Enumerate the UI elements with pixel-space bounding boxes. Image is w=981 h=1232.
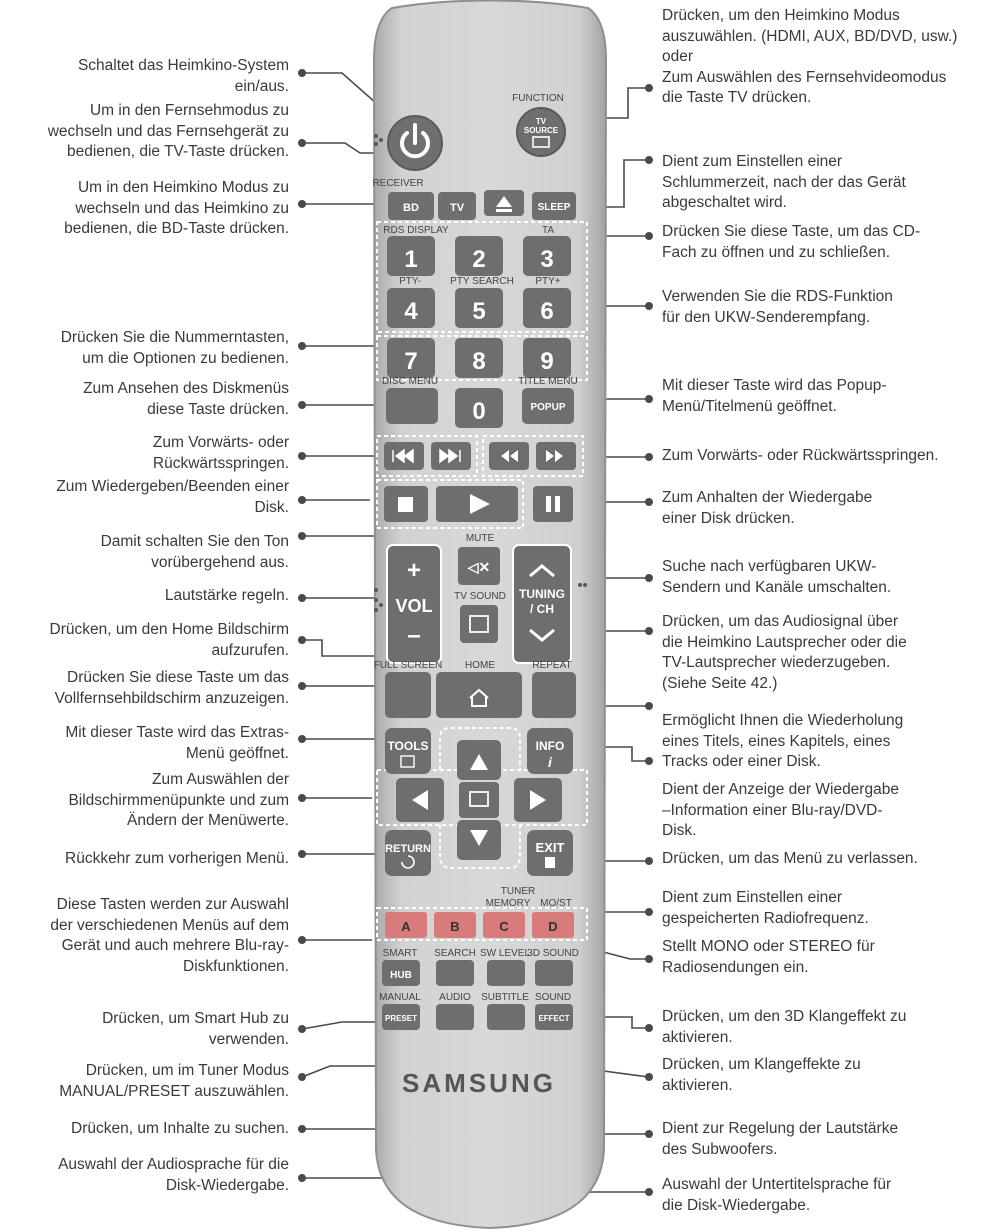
note-color-keys: Diese Tasten werden zur Auswahl der verschiedenen Menüs auf dem Gerät und auch mehrere Blu-ray- Diskfunktionen. <box>50 896 289 975</box>
sleep-button[interactable] <box>532 192 576 220</box>
sleep-label: SLEEP <box>537 202 571 213</box>
note-smart-hub: Drücken, um Smart Hub zu verwenden. <box>102 1010 289 1048</box>
note-sw-level: Dient zur Regelung der Lautstärke des Subwoofers. <box>662 1120 899 1158</box>
mute-button[interactable] <box>458 547 500 585</box>
note-mo-st: Stellt MONO oder STEREO für Radiosendungen ein. <box>662 938 875 976</box>
manual-label: MANUAL <box>379 992 421 1003</box>
note-search: Drücken, um Inhalte zu suchen. <box>71 1120 289 1137</box>
sw-level-label: SW LEVEL <box>479 948 531 959</box>
tools-label: TOOLS <box>387 739 429 753</box>
color-key-b[interactable] <box>434 912 476 938</box>
note-eject: Drücken Sie diese Taste, um das CD- Fach zu öffnen und zu schließen. <box>662 223 921 261</box>
note-function: Drücken, um den Heimkino Modus auszuwählen. (HDMI, AUX, BD/DVD, usw.) oder Zum Auswählen des Fernsehvideomodus die Taste TV drücken. <box>662 7 958 106</box>
sw-level-button[interactable] <box>487 960 525 986</box>
tools-button[interactable] <box>385 728 431 774</box>
title-menu-label: TITLE MENU <box>518 376 578 387</box>
eject-button[interactable] <box>484 190 524 216</box>
hub-label: HUB <box>390 970 412 981</box>
svg-text:6: 6 <box>540 298 554 325</box>
mute-icon: ◁✕ <box>467 559 491 575</box>
audio-label: AUDIO <box>439 992 471 1003</box>
3d-sound-button[interactable] <box>535 960 573 986</box>
info-icon: i <box>548 754 552 770</box>
note-tools: Mit dieser Taste wird das Extras- Menü geöffnet. <box>65 724 289 762</box>
note-rds: Verwenden Sie die RDS-Funktion für den UKW-Senderempfang. <box>662 288 893 326</box>
note-return: Rückkehr zum vorherigen Menü. <box>65 850 289 867</box>
rewind-button[interactable] <box>489 442 529 470</box>
svg-text:4: 4 <box>404 298 418 325</box>
note-volume: Lautstärke regeln. <box>164 587 289 604</box>
subtitle-button[interactable] <box>487 1004 525 1030</box>
color-key-c[interactable] <box>483 912 525 938</box>
digit-key-5[interactable] <box>455 288 503 328</box>
smart-label: SMART <box>382 948 418 959</box>
svg-text:1: 1 <box>404 246 418 273</box>
svg-text:B: B <box>450 919 460 934</box>
rds-display-label: RDS DISPLAY <box>383 225 449 236</box>
digit-key-6[interactable] <box>523 288 571 328</box>
svg-text:TUNING: TUNING <box>519 587 565 601</box>
home-label: HOME <box>465 660 495 671</box>
preset-label: PRESET <box>384 1014 418 1023</box>
audio-button[interactable] <box>436 1004 474 1030</box>
digit-key-1[interactable] <box>387 236 435 276</box>
subtitle-label: SUBTITLE <box>481 992 529 1003</box>
nav-left-button[interactable] <box>396 778 444 822</box>
note-tv-mode: Um in den Fernsehmodus zu wechseln und das Fernsehgerät zu bedienen, die TV-Taste drücken. <box>47 102 289 160</box>
tv-source-button[interactable] <box>517 108 565 156</box>
return-button[interactable] <box>385 830 431 876</box>
nav-enter-button[interactable] <box>459 782 499 818</box>
skip-back-button[interactable] <box>384 442 424 470</box>
disc-menu-label: DISC MENU <box>381 376 439 387</box>
pause-button[interactable] <box>533 486 573 522</box>
info-label: INFO <box>535 739 565 753</box>
mute-label: MUTE <box>465 533 495 544</box>
hub-button[interactable] <box>382 960 420 986</box>
pty-plus-label: PTY+ <box>535 276 561 287</box>
function-label: FUNCTION <box>512 93 564 104</box>
svg-text:D: D <box>548 919 558 934</box>
svg-text:7: 7 <box>404 348 418 375</box>
receiver-label: RECEIVER <box>372 178 424 189</box>
digit-key-0[interactable] <box>455 388 503 428</box>
svg-text:/ CH: / CH <box>530 602 554 616</box>
note-tuning: Suche nach verfügbaren UKW- Sendern und Kanäle umschalten. <box>662 558 892 596</box>
digit-key-9[interactable] <box>523 338 571 378</box>
ta-label: TA <box>541 225 555 236</box>
note-bd-mode: Um in den Heimkino Modus zu wechseln und das Heimkino zu bedienen, die BD-Taste drücken. <box>64 179 289 237</box>
note-number-keys: Drücken Sie die Nummerntasten, um die Optionen zu bedienen. <box>60 329 289 367</box>
note-mute: Damit schalten Sie den Ton vorübergehend aus. <box>100 533 289 571</box>
brand-logo: SAMSUNG <box>402 1068 556 1098</box>
digit-key-3[interactable] <box>523 236 571 276</box>
tv-label: TV <box>449 202 465 214</box>
note-popup: Mit dieser Taste wird das Popup- Menü/Titelmenü geöffnet. <box>662 377 887 415</box>
color-key-d[interactable] <box>532 912 574 938</box>
svg-text:3: 3 <box>540 246 554 273</box>
popup-label: POPUP <box>530 402 566 413</box>
stop-icon <box>398 497 413 512</box>
note-exit: Drücken, um das Menü zu verlassen. <box>662 850 918 867</box>
svg-text:A: A <box>401 919 411 934</box>
note-effect: Drücken, um Klangeffekte zu aktivieren. <box>662 1056 861 1094</box>
svg-text:SOURCE: SOURCE <box>523 126 559 135</box>
note-skip-right: Zum Vorwärts- oder Rückwärtsspringen. <box>662 447 939 464</box>
color-key-a[interactable] <box>385 912 427 938</box>
svg-text:5: 5 <box>472 298 486 325</box>
svg-text:TV: TV <box>535 117 547 126</box>
digit-key-2[interactable] <box>455 236 503 276</box>
svg-text:–: – <box>407 622 421 649</box>
note-subtitle: Auswahl der Untertitelsprache für die Disk-Wiedergabe. <box>662 1176 892 1214</box>
tuner-label: TUNER <box>500 886 536 897</box>
note-full-screen: Drücken Sie diese Taste um das Vollfernsehbildschirm anzuzeigen. <box>54 669 289 707</box>
note-play-stop: Zum Wiedergeben/Beenden einer Disk. <box>56 478 289 516</box>
note-tuner-memory: Dient zum Einstellen einer gespeicherten Radiofrequenz. <box>662 889 869 927</box>
tuner-memory-label: MEMORY <box>485 898 531 909</box>
tv-button[interactable] <box>438 192 476 220</box>
note-power: Schaltet das Heimkino-System ein/aus. <box>77 57 289 95</box>
search-label: SEARCH <box>434 948 476 959</box>
svg-text:2: 2 <box>472 246 486 273</box>
effect-button[interactable] <box>535 1004 573 1030</box>
effect-label: EFFECT <box>538 1014 570 1023</box>
svg-text:C: C <box>499 919 509 934</box>
note-preset: Drücken, um im Tuner Modus MANUAL/PRESET auszuwählen. <box>59 1062 289 1100</box>
note-skip-left: Zum Vorwärts- oder Rückwärtsspringen. <box>152 434 289 472</box>
pty-minus-label: PTY- <box>399 276 421 287</box>
nav-down-button[interactable] <box>457 820 501 860</box>
fast-forward-button[interactable] <box>536 442 576 470</box>
note-audio: Auswahl der Audiosprache für die Disk-Wiedergabe. <box>58 1156 289 1194</box>
remote-control <box>340 0 640 1232</box>
pty-search-label: PTY SEARCH <box>450 276 514 287</box>
vol-label: VOL <box>395 596 433 616</box>
exit-label: EXIT <box>535 840 565 855</box>
sound-label: SOUND <box>534 992 572 1003</box>
note-repeat: Ermöglicht Ihnen die Wiederholung eines Titels, eines Kapitels, eines Tracks oder einer Disk. <box>662 712 904 770</box>
svg-text:0: 0 <box>472 398 486 425</box>
volume-rocker[interactable] <box>387 545 441 663</box>
note-3d-sound: Drücken, um den 3D Klangeffekt zu aktivieren. <box>662 1008 907 1046</box>
repeat-button[interactable] <box>532 672 576 718</box>
full-screen-label: FULL SCREEN <box>373 660 443 671</box>
skip-forward-button[interactable] <box>431 442 471 470</box>
bd-label: BD <box>403 202 419 214</box>
tuning-ch-rocker[interactable] <box>513 545 571 663</box>
repeat-label: REPEAT <box>532 660 572 671</box>
note-tv-sound: Drücken, um das Audiosignal über die Heimkino Lautsprecher oder die TV-Lautsprecher wiederzugeben. (Siehe Seite 42.) <box>662 613 907 692</box>
exit-button[interactable] <box>527 830 573 876</box>
preset-button[interactable] <box>382 1004 420 1030</box>
note-navigation: Zum Auswählen der Bildschirmmenüpunkte und zum Ändern der Menüwerte. <box>68 771 289 829</box>
note-disc-menu: Zum Ansehen des Diskmenüs diese Taste drücken. <box>83 380 289 418</box>
tv-sound-button[interactable] <box>460 605 498 643</box>
svg-text:+: + <box>406 557 422 584</box>
digit-key-4[interactable] <box>387 288 435 328</box>
note-info: Dient der Anzeige der Wiedergabe –Information einer Blu-ray/DVD- Disk. <box>662 781 899 839</box>
note-home: Drücken, um den Home Bildschirm aufzurufen. <box>49 621 289 659</box>
note-sleep: Dient zum Einstellen einer Schlummerzeit, nach der das Gerät abgeschaltet wird. <box>662 153 906 211</box>
tv-sound-label: TV SOUND <box>454 591 506 602</box>
svg-text:9: 9 <box>540 348 554 375</box>
3d-sound-label: 3D SOUND <box>527 948 579 959</box>
mo-st-label: MO/ST <box>540 898 572 909</box>
popup-button[interactable] <box>522 388 574 424</box>
info-button[interactable] <box>527 728 573 774</box>
power-button[interactable] <box>388 116 442 170</box>
full-screen-button[interactable] <box>385 672 431 718</box>
play-button[interactable] <box>436 486 518 522</box>
bd-button[interactable] <box>388 192 434 220</box>
digit-key-8[interactable] <box>455 338 503 378</box>
stop-button[interactable] <box>384 486 428 522</box>
search-button[interactable] <box>436 960 474 986</box>
digit-key-7[interactable] <box>387 338 435 378</box>
return-label: RETURN <box>385 843 431 855</box>
nav-up-button[interactable] <box>457 740 501 780</box>
exit-icon <box>545 857 555 868</box>
disc-menu-button[interactable] <box>386 388 438 424</box>
home-button[interactable] <box>436 672 522 718</box>
svg-text:8: 8 <box>472 348 486 375</box>
note-pause: Zum Anhalten der Wiedergabe einer Disk drücken. <box>662 489 873 527</box>
nav-right-button[interactable] <box>514 778 562 822</box>
